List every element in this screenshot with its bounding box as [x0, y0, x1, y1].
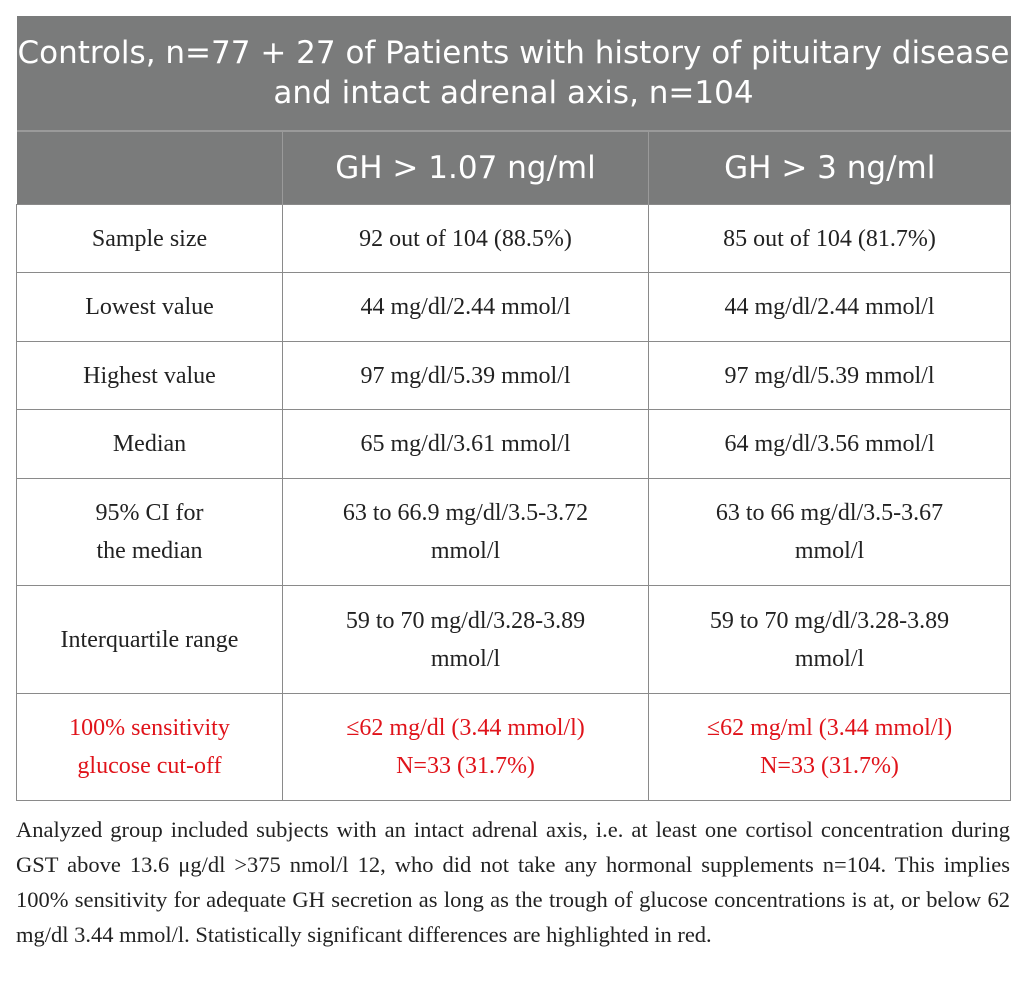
column-header-gh-1-07: GH > 1.07 ng/ml [283, 131, 649, 205]
table-cell: 97 mg/dl/5.39 mmol/l [649, 342, 1011, 410]
results-table [16, 16, 1011, 801]
table-row-highlighted [17, 694, 1011, 801]
table-row [17, 479, 1011, 586]
table-cell: 97 mg/dl/5.39 mmol/l [283, 342, 649, 410]
table-cell: 63 to 66 mg/dl/3.5-3.67 mmol/l [649, 479, 1011, 586]
table-row [17, 586, 1011, 694]
row-label: 95% CI for the median [17, 479, 283, 586]
table-cell: 92 out of 104 (88.5%) [283, 205, 649, 273]
table-cell: 59 to 70 mg/dl/3.28-3.89 mmol/l [283, 586, 649, 694]
table-cell: 44 mg/dl/2.44 mmol/l [649, 273, 1011, 342]
table-cell: 65 mg/dl/3.61 mmol/l [283, 410, 649, 479]
row-label: Interquartile range [17, 586, 283, 694]
table-cell: 85 out of 104 (81.7%) [649, 205, 1011, 273]
row-label: Median [17, 410, 283, 479]
table-title: Controls, n=77 + 27 of Patients with history of pituitary disease and intact adrenal axis, n=104 [17, 16, 1011, 131]
table-row [17, 410, 1011, 479]
table-cell: 63 to 66.9 mg/dl/3.5-3.72 mmol/l [283, 479, 649, 586]
row-label: Sample size [17, 205, 283, 273]
table-cell: ≤62 mg/ml (3.44 mmol/l) N=33 (31.7%) [649, 694, 1011, 801]
row-label: 100% sensitivity glucose cut-off [17, 694, 283, 801]
table-cell: 44 mg/dl/2.44 mmol/l [283, 273, 649, 342]
table-cell: 59 to 70 mg/dl/3.28-3.89 mmol/l [649, 586, 1011, 694]
table-footnote: Analyzed group included subjects with an intact adrenal axis, i.e. at least one cortisol concentration during GST above 13.6 μg/dl >375 nmol/l 12, who did not take any hormonal supplements n=104. This implies 100% sensitivity for adequate GH secretion as long as the trough of glucose concentrations is at, or below 62 mg/dl 3.44 mmol/l. Statistically significant differences are highlighted in red. [16, 817, 1010, 947]
table-row [17, 205, 1011, 273]
column-header-gh-3: GH > 3 ng/ml [649, 131, 1011, 205]
row-label: Lowest value [17, 273, 283, 342]
column-header-empty [17, 131, 283, 205]
table-row [17, 273, 1011, 342]
table-cell: 64 mg/dl/3.56 mmol/l [649, 410, 1011, 479]
table-cell: ≤62 mg/dl (3.44 mmol/l) N=33 (31.7%) [283, 694, 649, 801]
row-label: Highest value [17, 342, 283, 410]
table-row [17, 342, 1011, 410]
